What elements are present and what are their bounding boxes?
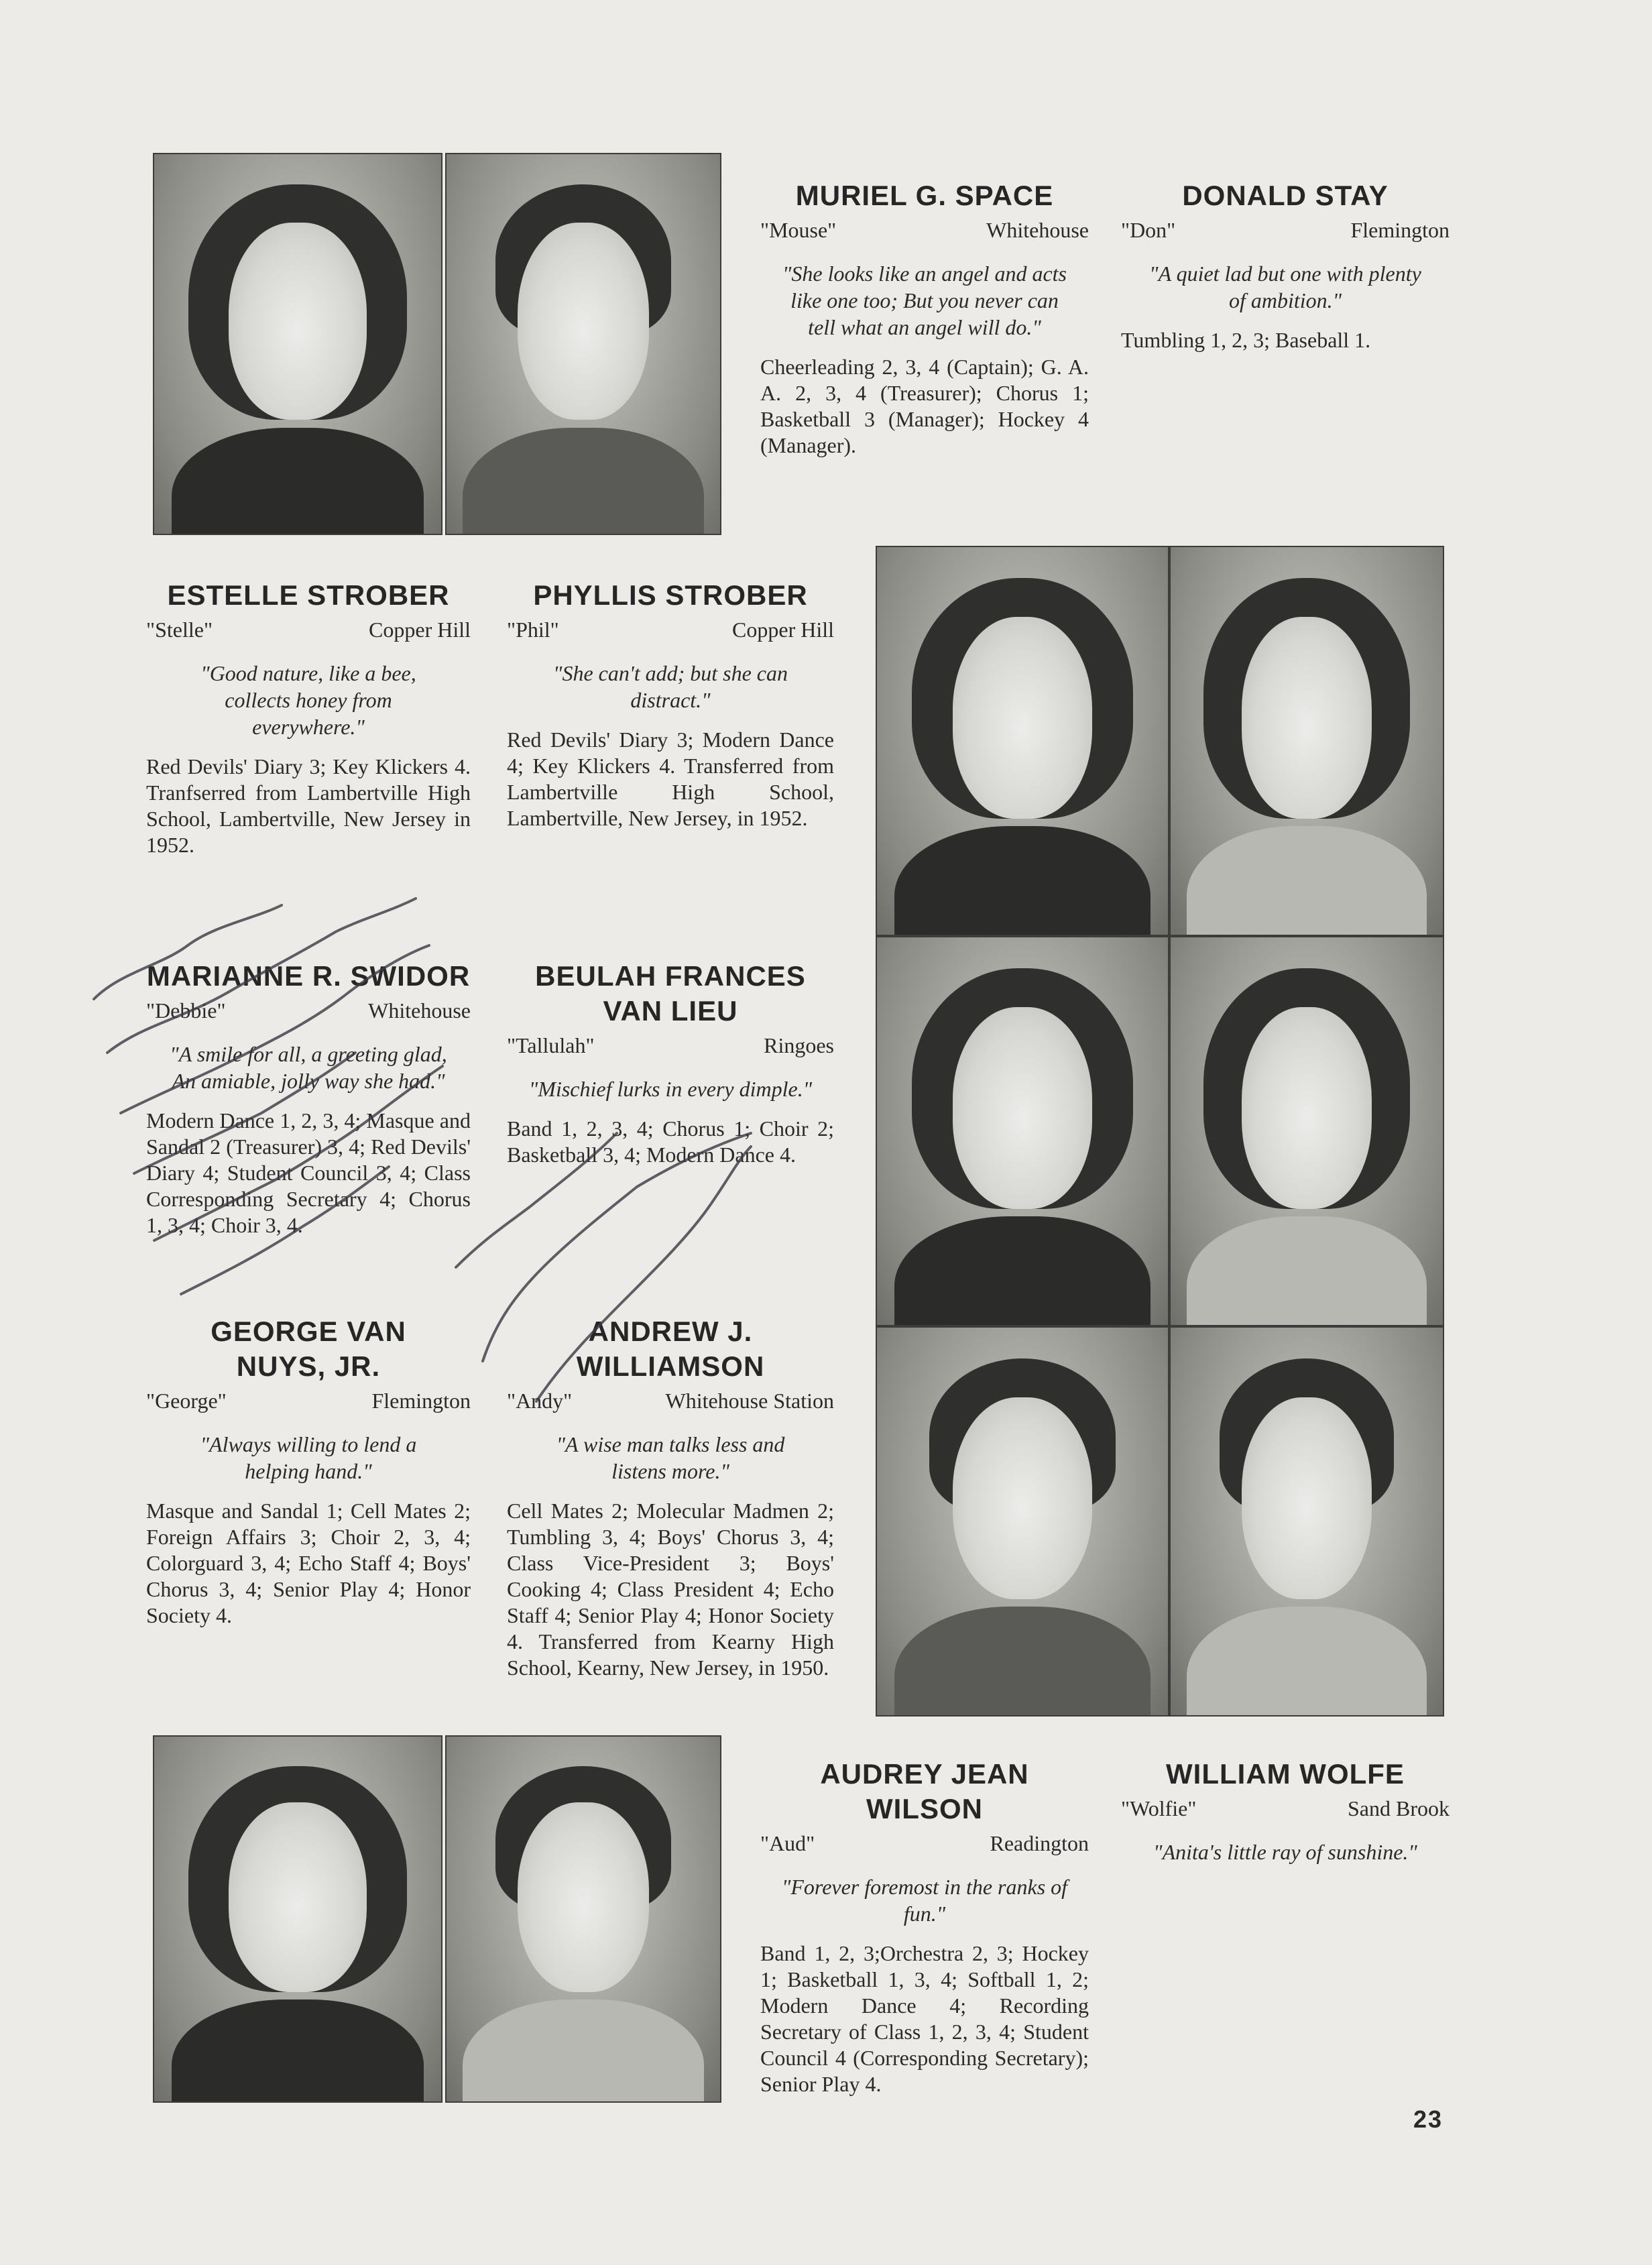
portrait-muriel-space — [153, 153, 442, 535]
senior-quote: "She can't add; but she can distract." — [553, 661, 788, 712]
portrait-george-van-nuys — [876, 1326, 1169, 1717]
page-number: 23 — [1413, 2105, 1443, 2133]
senior-nickname: "George" — [146, 1389, 227, 1413]
senior-hometown: Whitehouse — [986, 218, 1089, 242]
senior-hometown: Sand Brook — [1348, 1796, 1450, 1820]
senior-nickname: "Tallulah" — [507, 1033, 595, 1057]
senior-hometown: Whitehouse Station — [665, 1389, 834, 1413]
portrait-estelle-strober — [876, 546, 1169, 936]
senior-quote: "A quiet lad but one with plenty of ambition." — [1149, 262, 1421, 312]
senior-hometown: Whitehouse — [368, 998, 471, 1023]
senior-name: MARIANNE R. SWIDOR — [146, 960, 471, 992]
senior-activities: Tumbling 1, 2, 3; Baseball 1. — [1121, 328, 1371, 352]
senior-name: MURIEL G. SPACE — [795, 180, 1054, 211]
senior-nickname: "Mouse" — [760, 218, 837, 242]
portrait-william-wolfe — [445, 1735, 721, 2103]
senior-quote: "Forever foremost in the ranks of fun." — [781, 1875, 1068, 1926]
senior-activities: Band 1, 2, 3;Orchestra 2, 3; Hockey 1; Basketball 1, 3, 4; Softball 1, 2; Modern Dance 4; Recording Secretary of Class 1, 2, 3, 4; Student Council 4 (Corresponding Secretary); Senior Play 4. — [760, 1941, 1089, 2096]
senior-nickname: "Phil" — [507, 618, 559, 642]
senior-name: GEORGE VAN NUYS, JR. — [211, 1316, 406, 1382]
senior-activities: Band 1, 2, 3, 4; Chorus 1; Choir 2; Basketball 3, 4; Modern Dance 4. — [507, 1116, 834, 1167]
senior-name: WILLIAM WOLFE — [1166, 1758, 1405, 1790]
portrait-andrew-williamson — [1169, 1326, 1444, 1717]
senior-quote: "A smile for all, a greeting glad, An amiable, jolly way she had." — [170, 1042, 447, 1093]
senior-name: ANDREW J. WILLIAMSON — [576, 1316, 765, 1382]
portrait-phyllis-strober — [1169, 546, 1444, 936]
entry-muriel-space — [760, 178, 1089, 459]
senior-name: BEULAH FRANCES VAN LIEU — [535, 960, 806, 1027]
senior-hometown: Flemington — [371, 1389, 471, 1413]
senior-quote: "A wise man talks less and listens more." — [556, 1432, 785, 1483]
senior-activities: Cheerleading 2, 3, 4 (Captain); G. A. A. 2, 3, 4 (Treasurer); Chorus 1; Basketball 3 (Manager); Hockey 4 (Manager). — [760, 355, 1089, 457]
senior-nickname: "Andy" — [507, 1389, 573, 1413]
senior-name: PHYLLIS STROBER — [533, 579, 808, 611]
senior-hometown: Flemington — [1350, 218, 1450, 242]
senior-nickname: "Don" — [1121, 218, 1176, 242]
portrait-audrey-wilson — [153, 1735, 442, 2103]
senior-hometown: Readington — [990, 1831, 1089, 1855]
senior-hometown: Copper Hill — [732, 618, 834, 642]
entry-estelle-strober — [146, 578, 471, 858]
senior-quote: "Anita's little ray of sunshine." — [1153, 1840, 1417, 1864]
senior-quote: "She looks like an angel and acts like one too; But you never can tell what an angel will do." — [782, 262, 1067, 339]
senior-nickname: "Wolfie" — [1121, 1796, 1197, 1820]
senior-quote: "Good nature, like a bee, collects honey from everywhere." — [200, 661, 416, 739]
portrait-donald-stay — [445, 153, 721, 535]
portrait-marianne-swidor — [876, 936, 1169, 1326]
entry-marianne-swidor — [146, 959, 471, 1238]
senior-nickname: "Debbie" — [146, 998, 226, 1023]
senior-activities: Cell Mates 2; Molecular Madmen 2; Tumbling 3, 4; Boys' Chorus 3, 4; Class Vice-President 3; Boys' Cooking 4; Class President 4; Echo Staff 4; Senior Play 4; Honor Society 4. Transferred from Kearny High School, Kearny, New Jersey, in 1950. — [507, 1499, 834, 1680]
senior-hometown: Copper Hill — [369, 618, 471, 642]
entry-andrew-williamson — [507, 1314, 834, 1681]
entry-audrey-wilson — [760, 1757, 1089, 2097]
entry-george-van-nuys — [146, 1314, 471, 1629]
senior-activities: Modern Dance 1, 2, 3, 4; Masque and Sandal 2 (Treasurer) 3, 4; Red Devils' Diary 4; Student Council 3, 4; Class Corresponding Secretary 4; Chorus 1, 3, 4; Choir 3, 4. — [146, 1108, 471, 1237]
senior-quote: "Mischief lurks in every dimple." — [528, 1077, 813, 1101]
senior-activities: Masque and Sandal 1; Cell Mates 2; Foreign Affairs 3; Choir 2, 3, 4; Colorguard 3, 4; Echo Staff 4; Boys' Chorus 3, 4; Senior Play 4; Honor Society 4. — [146, 1499, 471, 1627]
senior-nickname: "Stelle" — [146, 618, 213, 642]
entry-phyllis-strober — [507, 578, 834, 831]
senior-quote: "Always willing to lend a helping hand." — [200, 1432, 417, 1483]
entry-beulah-van-lieu — [507, 959, 834, 1168]
portrait-beulah-van-lieu — [1169, 936, 1444, 1326]
entry-donald-stay — [1121, 178, 1450, 353]
senior-name: AUDREY JEAN WILSON — [820, 1758, 1029, 1824]
senior-nickname: "Aud" — [760, 1831, 815, 1855]
senior-name: DONALD STAY — [1182, 180, 1389, 211]
entry-william-wolfe — [1121, 1757, 1450, 1879]
senior-activities: Red Devils' Diary 3; Key Klickers 4. Tranfserred from Lambertville High School, Lambertville, New Jersey in 1952. — [146, 754, 471, 857]
senior-name: ESTELLE STROBER — [167, 579, 450, 611]
senior-hometown: Ringoes — [764, 1033, 834, 1057]
senior-activities: Red Devils' Diary 3; Modern Dance 4; Key Klickers 4. Transferred from Lambertville High School, Lambertville, New Jersey, in 1952. — [507, 728, 834, 830]
